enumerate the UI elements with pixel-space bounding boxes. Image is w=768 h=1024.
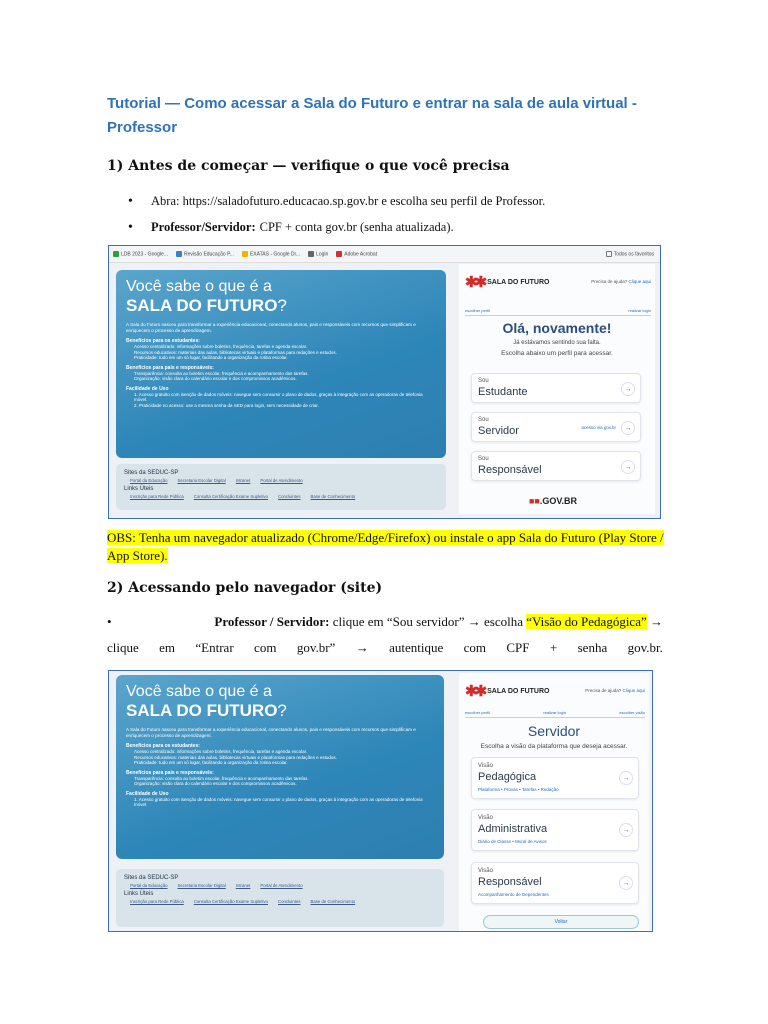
sites-row xyxy=(130,883,436,888)
site-link[interactable]: Intranet xyxy=(235,883,251,888)
word: clique xyxy=(107,640,139,655)
word: + xyxy=(549,640,558,655)
links-title: Links Úteis xyxy=(124,486,154,492)
welcome-sub2: Escolha abaixo um perfil para acessar. xyxy=(501,350,613,357)
word: em xyxy=(159,640,176,655)
tab-login[interactable]: realizar login xyxy=(628,308,651,313)
useful-link[interactable]: Concluintes xyxy=(278,494,301,499)
site-link[interactable]: Secretaria Escolar Digital xyxy=(177,883,226,888)
sites-title: Sites da SEDUC-SP xyxy=(124,875,179,881)
logo-figures-icon: ✱✱ xyxy=(465,274,485,291)
info-question-line2: SALA DO FUTURO? xyxy=(126,701,287,720)
step-tabs xyxy=(465,308,651,316)
info-parents-title: Benefícios para pais e responsáveis: xyxy=(126,364,214,371)
site-link[interactable]: Portal de Atendimento xyxy=(260,883,303,888)
welcome-sub1: Já estávamos sentindo sua falta. xyxy=(513,340,601,346)
word: “Entrar xyxy=(195,640,234,655)
word: → xyxy=(355,640,369,655)
logo-text: SALA DO FUTURO xyxy=(487,687,550,695)
govbr-access-hint: acesso via gov.br xyxy=(581,425,616,430)
info-card xyxy=(116,270,446,458)
word: autentique xyxy=(389,640,444,655)
option-label: Pedagógica xyxy=(478,771,537,783)
links-row xyxy=(130,899,436,904)
info-use-item: 1. Acesso gratuito com isenção de dados móveis: navegue sem consumir o plano de dados, graças à integração com as operadoras de telefonia móvel. xyxy=(134,391,423,402)
word: gov.br. xyxy=(627,640,663,655)
bookmark-item[interactable]: Revisão Educação P... xyxy=(176,251,234,257)
option-description: Acompanhamento de Dependentes xyxy=(478,892,549,897)
arrow-right-icon: → xyxy=(619,823,633,837)
section2-heading: 2) Acessando pelo navegador (site) xyxy=(107,580,383,596)
bullet-label: Professor/Servidor: xyxy=(151,220,256,234)
instruction-line2 xyxy=(107,640,663,656)
info-use-title: Facilidade de Uso xyxy=(126,385,169,392)
info-student-item: Recursos educativos: materiais das aulas, bibliotecas virtuais e plataformas para redações e estudos. xyxy=(134,754,337,760)
info-parent-item: Organização: visão clara do calendário escolar e dos compromissos acadêmicos. xyxy=(134,376,297,381)
bullet-open-site-text: Abra: https://saladofuturo.educacao.sp.gov.br e escolha seu perfil de Professor. xyxy=(151,194,546,208)
info-students-title: Benefícios para os estudantes: xyxy=(126,338,200,344)
word: CPF xyxy=(506,640,530,655)
links-card xyxy=(116,869,444,927)
site-link[interactable]: Intranet xyxy=(235,478,251,483)
arrow-right-icon: → xyxy=(621,382,635,396)
option-prefix: Sou xyxy=(478,378,489,384)
sites-title: Sites da SEDUC-SP xyxy=(124,470,179,476)
info-students-title: Benefícios para os estudantes: xyxy=(126,743,200,749)
tab-choose-profile[interactable]: escolher perfil xyxy=(465,308,490,313)
bullet-dot: • xyxy=(107,614,112,629)
info-intro: A Sala do Futuro nasceu para transformar a experiência educacional, conectando alunos, pais e responsáveis com recursos que simplificam e enriquecem o processo de aprendizagem. xyxy=(126,727,416,738)
useful-link[interactable]: Base de Conhecimento xyxy=(310,494,356,499)
word: com xyxy=(254,640,277,655)
option-label: Estudante xyxy=(478,386,528,398)
links-row xyxy=(130,494,438,499)
info-student-item: Praticidade: tudo em um só lugar, facilitando a organização da rotina escolar. xyxy=(134,355,288,360)
bookmark-item[interactable]: LDB 2023 - Google... xyxy=(113,251,168,257)
view-option-pedagogica[interactable] xyxy=(471,757,639,799)
logo-figures-icon: ✱✱ xyxy=(465,683,485,700)
word: senha xyxy=(577,640,608,655)
option-label: Responsável xyxy=(478,464,542,476)
info-parents-title: Benefícios para pais e responsáveis: xyxy=(126,769,214,776)
section1-heading: 1) Antes de começar — verifique o que você precisa xyxy=(107,158,510,174)
bullet-professor-requirements xyxy=(128,220,454,236)
profile-option-servidor[interactable] xyxy=(471,412,641,442)
bookmarks-bar xyxy=(109,246,660,263)
option-label: Administrativa xyxy=(478,823,548,835)
obs-note: OBS: Tenha um navegador atualizado (Chrome/Edge/Firefox) ou instale o app Sala do Futuro (Play Store / App Store). xyxy=(107,530,664,563)
sites-row xyxy=(130,478,438,483)
view-option-responsavel[interactable] xyxy=(471,862,639,904)
option-description: Plataforma • Provas • Tarefas • Redação xyxy=(478,787,559,792)
tab-choose-view[interactable]: escolher visão xyxy=(619,710,645,715)
bookmark-all-favorites[interactable]: Todos os favoritos xyxy=(606,251,654,257)
option-prefix: Visão xyxy=(478,763,493,769)
useful-link[interactable]: Base de Conhecimento xyxy=(310,899,356,904)
useful-link[interactable]: Inscrição para Rede Pública xyxy=(130,899,184,904)
info-parent-item: Organização: visão clara do calendário escolar e dos compromissos acadêmicos. xyxy=(134,781,297,786)
bullet-open-site xyxy=(128,194,545,210)
option-prefix: Sou xyxy=(478,456,489,462)
arrow-right-icon: → xyxy=(621,421,635,435)
useful-link[interactable]: Consulta Certificação Exame Supletivo xyxy=(193,494,269,499)
info-intro: A Sala do Futuro nasceu para transformar a experiência educacional, conectando alunos, pais e responsáveis com recursos que simplificam e enriquecem o processo de aprendizagem. xyxy=(126,322,416,333)
bullet-dot: • xyxy=(128,220,133,235)
servidor-title: Servidor xyxy=(527,723,581,739)
profile-option-responsavel[interactable] xyxy=(471,451,641,481)
help-link[interactable]: Clique aqui xyxy=(622,688,645,693)
bookmark-item[interactable]: Login xyxy=(308,251,328,257)
profile-option-student[interactable] xyxy=(471,373,641,403)
site-link[interactable]: Portal de Atendimento xyxy=(260,478,303,483)
links-card xyxy=(116,464,446,510)
info-question-line2: SALA DO FUTURO? xyxy=(126,296,287,315)
option-prefix: Visão xyxy=(478,868,493,874)
instruction-line1 xyxy=(107,614,663,630)
govbr-logo: ■■.GOV.BR xyxy=(529,496,578,506)
help-text: Precisa de ajuda? Clique aqui xyxy=(591,279,651,284)
logo-text: SALA DO FUTURO xyxy=(487,278,550,286)
useful-link[interactable]: Inscrição para Rede Pública xyxy=(130,494,184,499)
tab-choose-profile[interactable]: escolher perfil xyxy=(465,710,490,715)
info-parent-item: Transparência: consulta ao boletim escolar, frequência e acompanhamento das tarefas. xyxy=(134,775,309,781)
view-option-administrativa[interactable] xyxy=(471,809,639,851)
info-question-line1: Você sabe o que é a xyxy=(126,278,272,295)
login-panel xyxy=(459,264,655,514)
info-student-item: Acesso centralizado: informações sobre boletins, frequência, tarefas e agenda escolar. xyxy=(134,344,308,349)
info-student-item: Recursos educativos: materiais das aulas, bibliotecas virtuais e plataformas para redações e estudos. xyxy=(134,349,337,355)
info-student-item: Praticidade: tudo em um só lugar, facilitando a organização da rotina escolar. xyxy=(134,760,288,765)
arrow-right-icon: → xyxy=(619,876,633,890)
word: gov.br” xyxy=(296,640,336,655)
sala-do-futuro-logo xyxy=(465,273,550,291)
word: com xyxy=(463,640,486,655)
info-use-item: 1. Acesso gratuito com isenção de dados móveis: navegue sem consumir o plano de dados, graças à integração com as operadoras de telefonia móvel. xyxy=(134,796,423,807)
useful-link[interactable]: Consulta Certificação Exame Supletivo xyxy=(193,899,269,904)
useful-link[interactable]: Concluintes xyxy=(278,899,301,904)
document-title: Tutorial — Como acessar a Sala do Futuro e entrar na sala de aula virtual - Professor xyxy=(107,95,637,136)
screenshot-profile-selection xyxy=(108,245,661,519)
option-description: Diário de Classe • Mural de Avisos xyxy=(478,839,547,844)
site-link[interactable]: Portal da Educação xyxy=(130,478,168,483)
option-prefix: Sou xyxy=(478,417,489,423)
info-use-title: Facilidade de Uso xyxy=(126,790,169,797)
bookmark-item[interactable]: Adobe Acrobat xyxy=(336,251,377,257)
screenshot-servidor-view xyxy=(108,670,653,932)
bullet-text: CPF + conta gov.br (senha atualizada). xyxy=(259,220,454,234)
bullet-dot: • xyxy=(128,194,133,209)
servidor-panel xyxy=(459,673,649,931)
tab-login[interactable]: realizar login xyxy=(543,710,566,715)
info-use-item: 2. Praticidade no acesso: use a mesma senha da SED para login, sem necessidade de criar. xyxy=(134,402,319,408)
info-question-line1: Você sabe o que é a xyxy=(126,683,272,700)
info-parent-item: Transparência: consulta ao boletim escolar, frequência e acompanhamento das tarefas. xyxy=(134,370,309,376)
arrow-right-icon: → xyxy=(619,771,633,785)
bookmark-item[interactable]: EXATAS - Google Dr... xyxy=(242,251,300,257)
option-prefix: Visão xyxy=(478,815,493,821)
option-label: Responsável xyxy=(478,876,542,888)
info-card xyxy=(116,675,444,859)
welcome-title: Olá, novamente! xyxy=(502,320,612,336)
back-button[interactable]: Voltar xyxy=(483,915,639,929)
sala-do-futuro-logo xyxy=(465,682,550,700)
help-text: Precisa de ajuda? Clique aqui xyxy=(585,688,645,693)
site-link[interactable]: Portal da Educação xyxy=(130,883,168,888)
servidor-subtitle: Escolha a visão da plataforma que deseja acessar. xyxy=(480,743,628,750)
instruction-label: Professor / Servidor: clique em “Sou servidor” → escolha “Visão do Pedagógica” → xyxy=(214,614,663,629)
option-label: Servidor xyxy=(478,425,519,437)
arrow-right-icon: → xyxy=(621,460,635,474)
help-link[interactable]: Clique aqui xyxy=(628,279,651,284)
links-title: Links Úteis xyxy=(124,891,154,897)
site-link[interactable]: Secretaria Escolar Digital xyxy=(177,478,226,483)
info-student-item: Acesso centralizado: informações sobre boletins, frequência, tarefas e agenda escolar. xyxy=(134,749,308,754)
step-tabs xyxy=(465,710,645,718)
